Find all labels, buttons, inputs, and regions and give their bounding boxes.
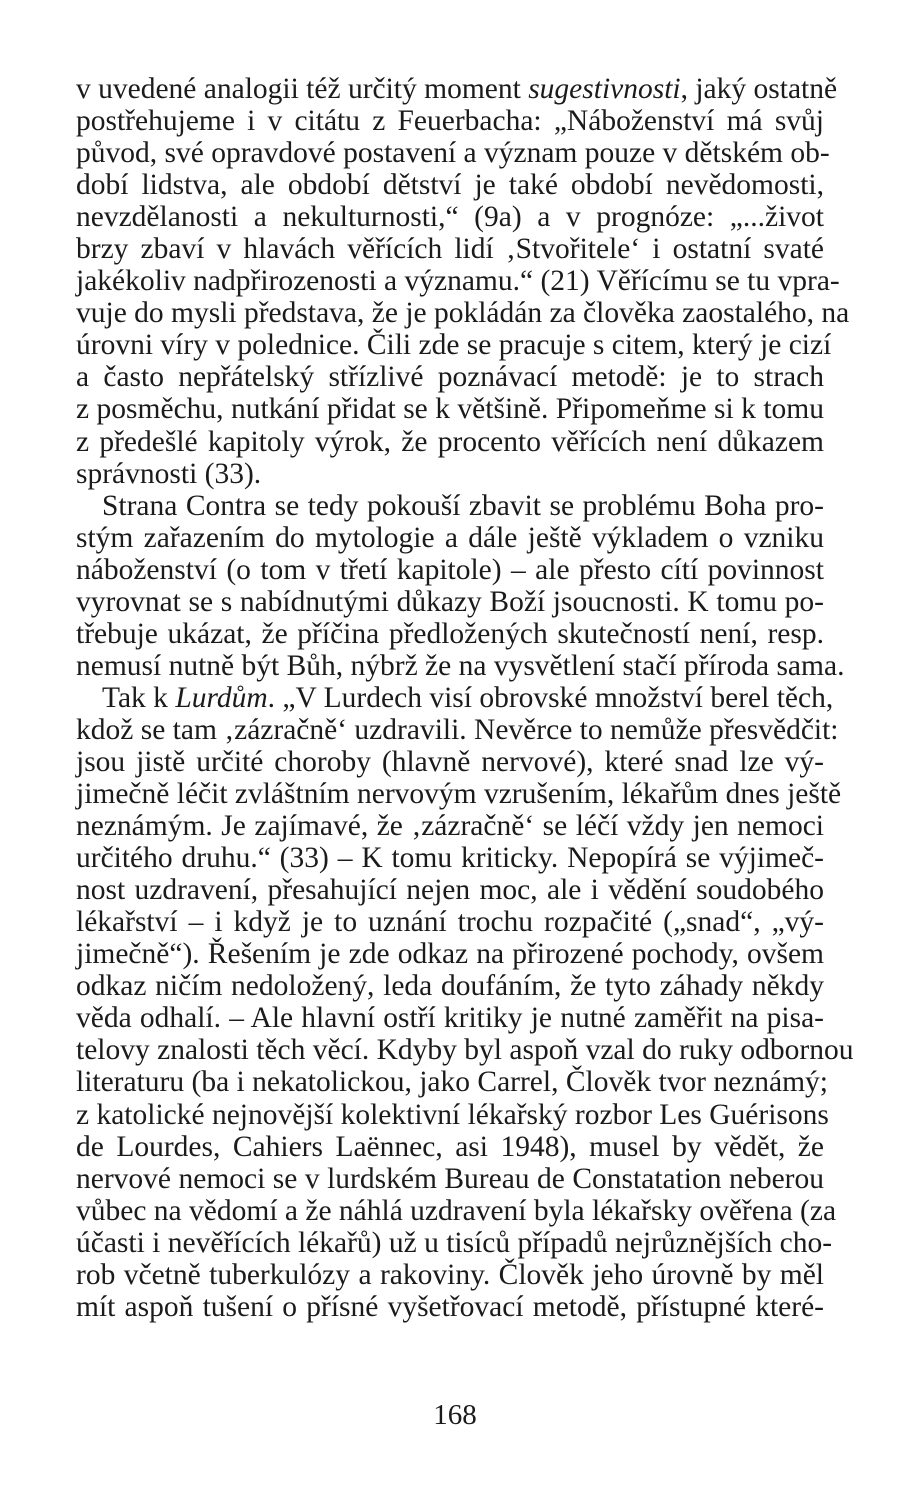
text-line: třebuje ukázat, že příčina předložených skutečností není, resp. — [76, 617, 824, 650]
text-line: původ, své opravdové postavení a význam pouze v dětském ob- — [76, 137, 830, 170]
text-line: účasti i nevěřících lékařů) už u tisíců případů nejrůznějších cho- — [76, 1226, 833, 1259]
text-line: jsou jistě určité choroby (hlavně nervové), které snad lze vý- — [76, 745, 824, 778]
text-line: náboženství (o tom v třetí kapitole) – ale přesto cítí povinnost — [76, 553, 824, 586]
text-line: určitého druhu.“ (33) – K tomu kriticky. Nepopírá se výjimeč- — [76, 842, 824, 875]
text-line: nevzdělanosti a nekulturnosti,“ (9a) a v prognóze: „...život — [76, 201, 824, 234]
text-line: Strana Contra se tedy pokouší zbavit se problému Boha pro- — [102, 489, 824, 522]
text-line: věda odhalí. – Ale hlavní ostří kritiky je nutné zaměřit na pisa- — [76, 1002, 824, 1035]
text-line: nemusí nutně být Bůh, nýbrž že na vysvětlení stačí příroda sama. — [76, 649, 845, 682]
body-text — [76, 73, 854, 1323]
text-line: vyrovnat se s nabídnutými důkazy Boží jsoucnosti. K tomu po- — [76, 585, 824, 618]
text-line: jakékoliv nadpřirozenosti a významu.“ (21) Věřícímu se tu vpra- — [76, 265, 840, 298]
text-line: vůbec na vědomí a že náhlá uzdravení byla lékařsky ověřena (za — [76, 1194, 837, 1227]
text-line: brzy zbaví v hlavách věřících lidí ‚Stvořitele‘ i ostatní svaté — [76, 233, 824, 266]
text-line: Tak k Lurdům. „V Lurdech visí obrovské množství berel těch, — [102, 681, 834, 714]
text-line: z posměchu, nutkání přidat se k většině. Připomeňme si k tomu — [76, 393, 824, 426]
text-line: de Lourdes, Cahiers Laënnec, asi 1948), musel by vědět, že — [76, 1130, 824, 1163]
text-line: lékařství – i když je to uznání trochu rozpačité („snad“, „vý- — [76, 906, 824, 939]
text-line: a často nepřátelský střízlivé poznávací metodě: je to strach — [76, 361, 824, 394]
text-line: rob včetně tuberkulózy a rakoviny. Člověk jeho úrovně by měl — [76, 1258, 824, 1291]
text-line: jimečně léčit zvláštním nervovým vzrušením, lékařům dnes ještě — [76, 778, 842, 811]
text-line: telovy znalosti těch věcí. Kdyby byl aspoň vzal do ruky odbornou — [76, 1034, 854, 1067]
text-line: z katolické nejnovější kolektivní lékařský rozbor Les Guérisons — [76, 1098, 829, 1131]
text-line: stým zařazením do mytologie a dále ještě výkladem o vzniku — [76, 521, 824, 554]
text-line: neznámým. Je zajímavé, že ‚zázračně‘ se léčí vždy jen nemoci — [76, 810, 824, 843]
text-line: odkaz ničím nedoložený, leda doufáním, že tyto záhady někdy — [76, 970, 824, 1003]
text-line: nost uzdravení, přesahující nejen moc, ale i vědění soudobého — [76, 874, 824, 907]
page-number: 168 — [433, 1399, 477, 1431]
text-line: vuje do mysli představa, že je pokládán za člověka zaostalého, na — [76, 297, 850, 330]
text-line: mít aspoň tušení o přísné vyšetřovací metodě, přístupné které- — [76, 1290, 824, 1323]
text-line: postřehujeme i v citátu z Feuerbacha: „Náboženství má svůj — [76, 105, 824, 138]
text-line: úrovni víry v polednice. Čili zde se pracuje s citem, který je cizí — [76, 329, 832, 362]
text-line: jimečně“). Řešením je zde odkaz na přirozené pochody, ovšem — [76, 938, 824, 971]
text-line: literaturu (ba i nekatolickou, jako Carrel, Člověk tvor neznámý; — [76, 1066, 829, 1099]
text-line: nervové nemoci se v lurdském Bureau de Constatation neberou — [76, 1162, 824, 1195]
text-line: kdož se tam ‚zázračně‘ uzdravili. Nevěrce to nemůže přesvědčit: — [76, 713, 839, 746]
text-line: správnosti (33). — [76, 457, 262, 490]
text-line: v uvedené analogii též určitý moment sugestivnosti, jaký ostatně — [76, 73, 838, 105]
text-line: z předešlé kapitoly výrok, že procento věřících není důkazem — [76, 425, 824, 458]
text-line: dobí lidstva, ale období dětství je také období nevědomosti, — [76, 169, 824, 202]
